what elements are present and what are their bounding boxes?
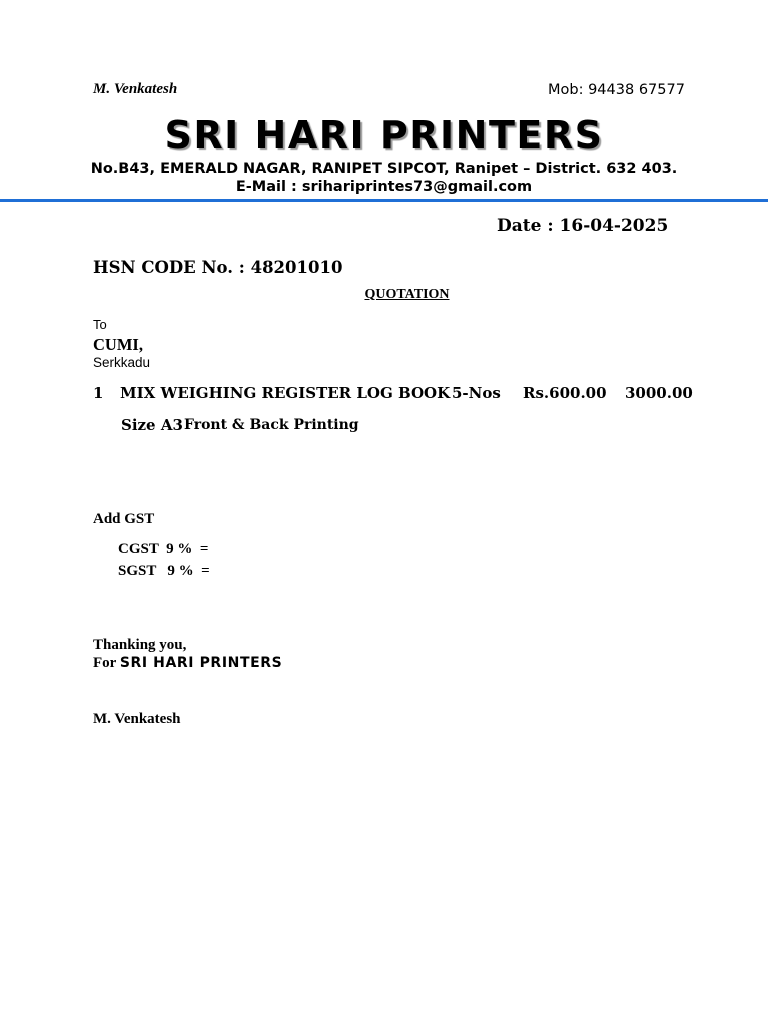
quotation-date: Date : 16-04-2025 bbox=[497, 216, 669, 236]
for-line bbox=[93, 655, 282, 672]
item-amount: 3000.00 bbox=[625, 384, 693, 402]
item-quantity: 5-Nos bbox=[452, 384, 501, 402]
for-firm-name: SRI HARI PRINTERS bbox=[119, 655, 283, 671]
letterhead-divider bbox=[0, 199, 768, 202]
document-title: QUOTATION bbox=[364, 287, 450, 302]
signatory-name: M. Venkatesh bbox=[93, 711, 181, 727]
gst-heading: Add GST bbox=[93, 511, 155, 527]
item-description: MIX WEIGHING REGISTER LOG BOOK bbox=[120, 384, 451, 402]
item-printing: Front & Back Printing bbox=[184, 417, 359, 433]
firm-email: E-Mail : srihariprintes73@gmail.com bbox=[235, 179, 533, 195]
sgst-line: SGST 9 % = bbox=[118, 563, 210, 579]
customer-place: Serkkadu bbox=[93, 355, 151, 370]
customer-name: CUMI, bbox=[93, 335, 143, 354]
mobile-number: Mob: 94438 67577 bbox=[548, 82, 685, 98]
item-rate: Rs.600.00 bbox=[523, 384, 607, 402]
firm-name-heading: SRI HARI PRINTERS bbox=[164, 113, 604, 157]
proprietor-name: M. Venkatesh bbox=[93, 81, 178, 97]
firm-address: No.B43, EMERALD NAGAR, RANIPET SIPCOT, Ranipet – District. 632 403. bbox=[90, 161, 678, 177]
thanks-line: Thanking you, bbox=[93, 637, 187, 653]
hsn-code: HSN CODE No. : 48201010 bbox=[93, 258, 343, 277]
item-size: Size A3 bbox=[121, 416, 183, 434]
for-label: For bbox=[93, 655, 117, 671]
item-number: 1 bbox=[93, 384, 104, 402]
to-label: To bbox=[93, 317, 107, 332]
cgst-line: CGST 9 % = bbox=[118, 541, 209, 557]
